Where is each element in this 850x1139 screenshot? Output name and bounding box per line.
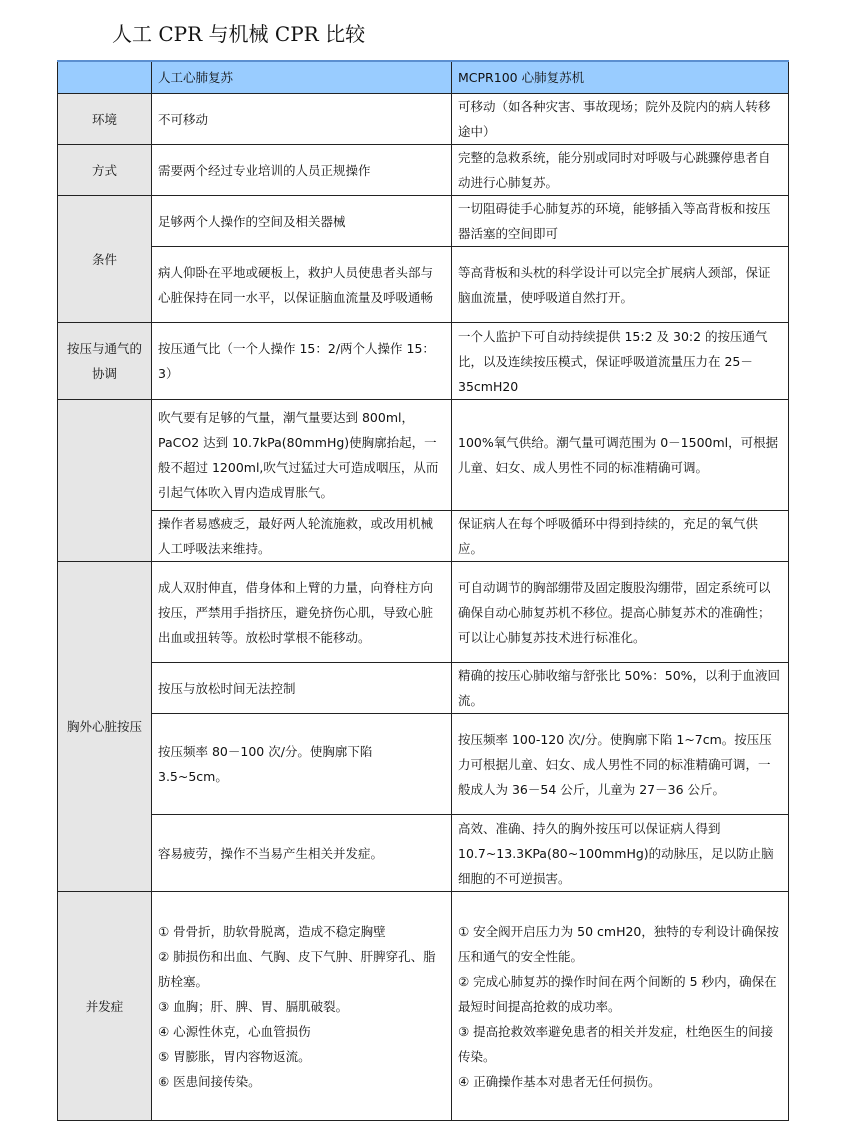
manual-cell: 按压与放松时间无法控制 <box>152 663 452 714</box>
machine-cell: 等高背板和头枕的科学设计可以完全扩展病人颈部，保证脑血流量，使呼吸道自然打开。 <box>452 247 789 323</box>
table-row <box>58 815 789 892</box>
category-cell: 胸外心脏按压 <box>58 562 152 892</box>
machine-cell: 可自动调节的胸部绷带及固定腹股沟绷带，固定系统可以确保自动心肺复苏机不移位。提高心肺复苏术的准确性；可以让心肺复苏技术进行标准化。 <box>452 562 789 663</box>
manual-cell: 足够两个人操作的空间及相关器械 <box>152 196 452 247</box>
table-row <box>58 663 789 714</box>
category-cell <box>58 400 152 562</box>
machine-cell: 保证病人在每个呼吸循环中得到持续的，充足的氧气供应。 <box>452 511 789 562</box>
table-row <box>58 400 789 511</box>
table-row <box>58 323 789 400</box>
machine-cell: 按压频率 100-120 次/分。使胸廓下陷 1~7cm。按压压力可根据儿童、妇女、成人男性不同的标准精确可调，一般成人为 36－54 公斤，儿童为 27－36 公斤。 <box>452 714 789 815</box>
table-header-row <box>58 61 789 94</box>
table-row <box>58 511 789 562</box>
list-item: ③ 血胸；肝、脾、胃、膈肌破裂。 <box>158 998 349 1014</box>
machine-complications-list <box>452 892 789 1121</box>
category-cell: 方式 <box>58 145 152 196</box>
machine-cell: 可移动（如各种灾害、事故现场；院外及院内的病人转移途中） <box>452 94 789 145</box>
manual-cell: 不可移动 <box>152 94 452 145</box>
table-row <box>58 562 789 663</box>
manual-complications-list <box>152 892 452 1121</box>
list-item: ② 肺损伤和出血、气胸、皮下气肿、肝脾穿孔、脂肪栓塞。 <box>158 948 436 989</box>
table-row <box>58 892 789 1121</box>
list-item: ② 完成心肺复苏的操作时间在两个间断的 5 秒内，确保在最短时间提高抢救的成功率。 <box>458 973 777 1014</box>
category-cell: 按压与通气的协调 <box>58 323 152 400</box>
manual-cell: 吹气要有足够的气量，潮气量要达到 800ml，PaCO2 达到 10.7kPa(80mmHg)使胸廓抬起，一般不超过 1200ml,吹气过猛过大可造成咽压，从而引起气体吹入胃内造成胃胀气。 <box>152 400 452 511</box>
list-item: ⑤ 胃膨胀，胃内容物返流。 <box>158 1048 311 1064</box>
table-row <box>58 94 789 145</box>
machine-cell: 一个人监护下可自动持续提供 15:2 及 30:2 的按压通气比，以及连续按压模式，保证呼吸道流量压力在 25－35cmH20 <box>452 323 789 400</box>
list-item: ③ 提高抢救效率避免患者的相关并发症，杜绝医生的间接传染。 <box>458 1023 774 1064</box>
list-item: ④ 心源性休克，心血管损伤 <box>158 1023 311 1039</box>
manual-cell: 按压通气比（一个人操作 15：2/两个人操作 15：3） <box>152 323 452 400</box>
machine-cell: 高效、准确、持久的胸外按压可以保证病人得到 10.7~13.3KPa(80~100mmHg)的动脉压，足以防止脑细胞的不可逆损害。 <box>452 815 789 892</box>
machine-cell: 完整的急救系统，能分别或同时对呼吸与心跳骤停患者自动进行心肺复苏。 <box>452 145 789 196</box>
manual-cell: 按压频率 80－100 次/分。使胸廓下陷 3.5~5cm。 <box>152 714 452 815</box>
manual-cell: 容易疲劳，操作不当易产生相关并发症。 <box>152 815 452 892</box>
table-row <box>58 196 789 247</box>
table-row <box>58 247 789 323</box>
table-row <box>58 145 789 196</box>
header-blank <box>58 61 152 94</box>
category-cell: 并发症 <box>58 892 152 1121</box>
list-item: ④ 正确操作基本对患者无任何损伤。 <box>458 1073 661 1089</box>
header-manual: 人工心肺复苏 <box>152 61 452 94</box>
category-cell: 条件 <box>58 196 152 323</box>
machine-cell: 一切阻碍徒手心肺复苏的环境，能够插入等高背板和按压器活塞的空间即可 <box>452 196 789 247</box>
comparison-table <box>57 60 789 1121</box>
list-item: ① 骨骨折，肋软骨脱离，造成不稳定胸壁 <box>158 923 386 939</box>
list-item: ① 安全阀开启压力为 50 cmH20，独特的专利设计确保按压和通气的安全性能。 <box>458 923 779 964</box>
manual-cell: 成人双肘伸直，借身体和上臂的力量，向脊柱方向按压，严禁用手指挤压，避免挤伤心肌，导致心脏出血或扭转等。放松时掌根不能移动。 <box>152 562 452 663</box>
header-machine: MCPR100 心肺复苏机 <box>452 61 789 94</box>
page-title: 人工 CPR 与机械 CPR 比较 <box>112 22 366 46</box>
manual-cell: 需要两个经过专业培训的人员正规操作 <box>152 145 452 196</box>
machine-cell: 精确的按压心肺收缩与舒张比 50%：50%，以利于血液回流。 <box>452 663 789 714</box>
manual-cell: 操作者易感疲乏，最好两人轮流施救，或改用机械人工呼吸法来维持。 <box>152 511 452 562</box>
list-item: ⑥ 医患间接传染。 <box>158 1073 261 1089</box>
manual-cell: 病人仰卧在平地或硬板上，救护人员使患者头部与心脏保持在同一水平，以保证脑血流量及呼吸通畅 <box>152 247 452 323</box>
category-cell: 环境 <box>58 94 152 145</box>
machine-cell: 100%氧气供给。潮气量可调范围为 0－1500ml，可根据儿童、妇女、成人男性不同的标准精确可调。 <box>452 400 789 511</box>
table-row <box>58 714 789 815</box>
